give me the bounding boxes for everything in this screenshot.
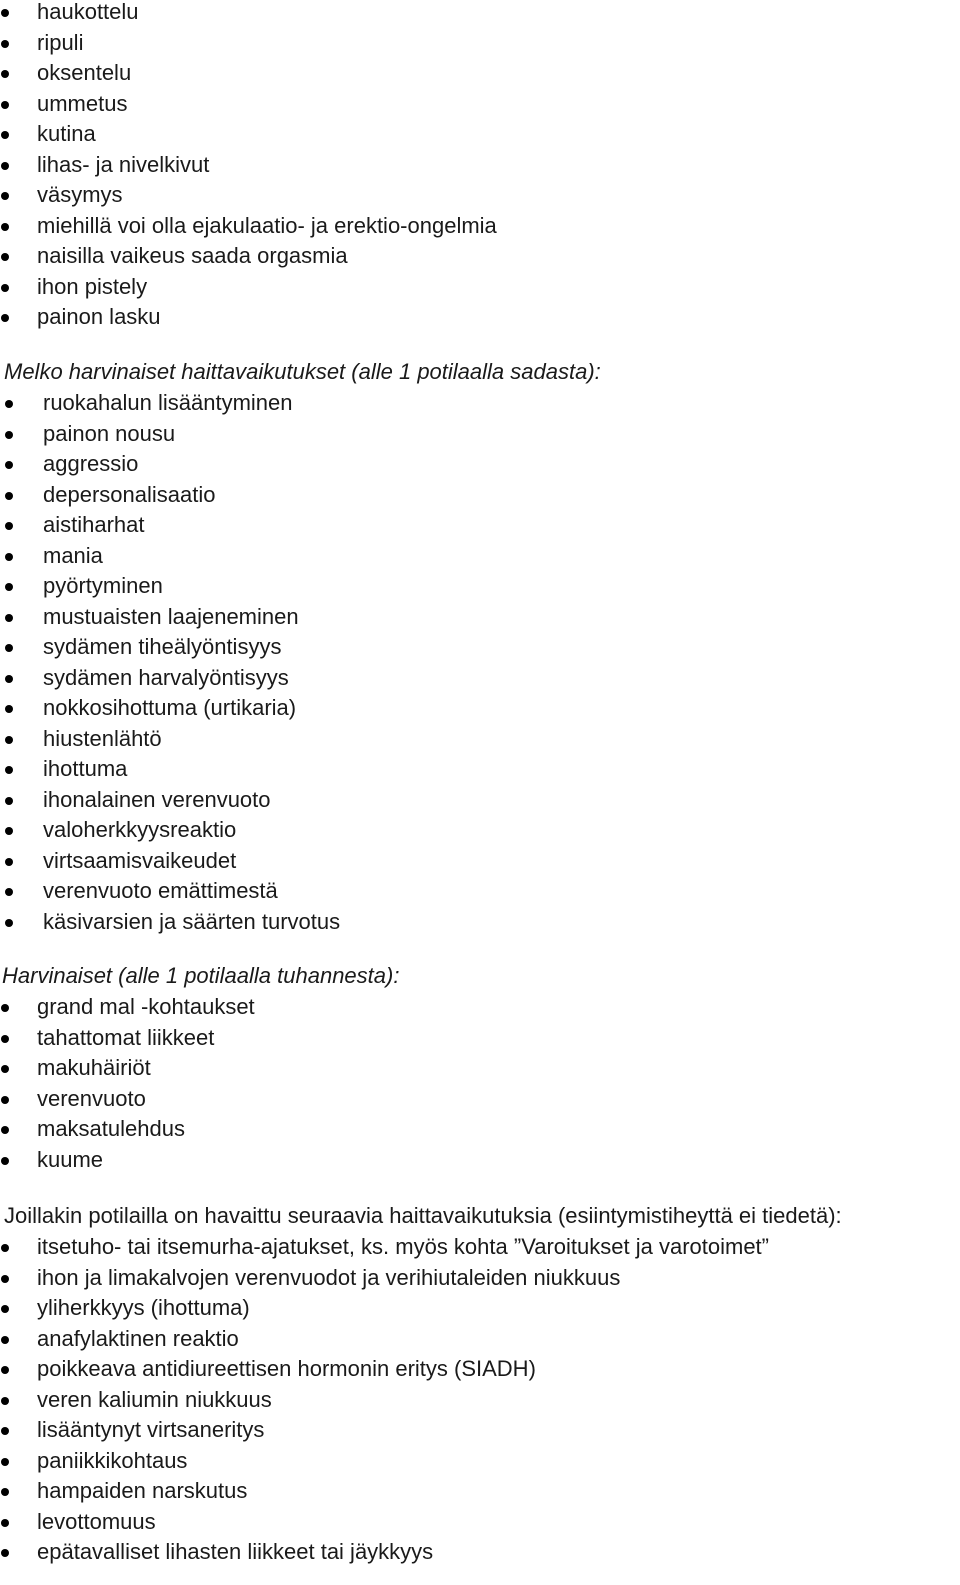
bullet-icon: [1, 1336, 9, 1344]
list-item-text: hampaiden narskutus: [37, 1478, 248, 1503]
list-item-text: ihonalainen verenvuoto: [43, 786, 271, 812]
bullet-icon: [1, 1305, 9, 1313]
list-item-text: painon lasku: [37, 304, 161, 329]
bullet-icon: [1, 1004, 9, 1012]
list-item-text: käsivarsien ja säärten turvotus: [43, 908, 341, 934]
bullet-icon: [1, 1126, 9, 1134]
list-item: [0, 992, 255, 1023]
bullet-icon: [1, 1397, 9, 1405]
list-item: [0, 1507, 769, 1538]
list-item-text: levottomuus: [37, 1508, 156, 1534]
bullet-icon: [1, 284, 9, 292]
list-item: [0, 388, 340, 419]
bullet-icon: [1, 1366, 9, 1374]
list-item-text: väsymys: [37, 182, 123, 207]
list-item-text: yliherkkyys (ihottuma): [37, 1295, 250, 1320]
bullet-icon: [5, 736, 13, 744]
list-item-text: kuume: [37, 1146, 104, 1172]
list-item-text: painon nousu: [43, 420, 176, 446]
list-item-text: lihas- ja nivelkivut: [37, 151, 210, 177]
list-item-text: verenvuoto: [37, 1085, 146, 1111]
list-item-text: verenvuoto emättimestä: [43, 878, 278, 903]
list-item-text: tahattomat liikkeet: [37, 1024, 215, 1050]
list-item: [0, 1114, 255, 1145]
bullet-icon: [1, 162, 9, 170]
list-item-text: ripuli: [37, 29, 84, 55]
bullet-icon: [5, 522, 13, 530]
bullet-icon: [5, 431, 13, 439]
list-item: [0, 419, 340, 450]
list-item: [0, 907, 340, 938]
list-item: [0, 241, 497, 272]
list-item-text: hiustenlähtö: [43, 725, 162, 751]
list-item-text: oksentelu: [37, 60, 132, 85]
list-item: [0, 1084, 255, 1115]
bullet-icon: [1, 314, 9, 322]
bullet-icon: [1, 1549, 9, 1557]
side-effects-list-rare: [0, 992, 255, 1175]
bullet-icon: [5, 827, 13, 835]
list-item-text: ihon pistely: [37, 273, 148, 299]
bullet-icon: [1, 70, 9, 78]
list-item: [0, 272, 497, 303]
bullet-icon: [5, 888, 13, 896]
list-item-text: ummetus: [37, 90, 128, 116]
list-item: [0, 480, 340, 511]
list-item: [0, 541, 340, 572]
list-item-text: sydämen harvalyöntisyys: [43, 664, 289, 690]
list-item-text: miehillä voi olla ejakulaatio- ja erektio-ongelmia: [37, 212, 497, 238]
bullet-icon: [1, 9, 9, 17]
list-item-text: ruokahalun lisääntyminen: [43, 390, 293, 415]
list-item: [0, 724, 340, 755]
side-effects-list-uncommon: [0, 388, 340, 937]
list-item-text: mania: [43, 542, 103, 568]
bullet-icon: [5, 400, 13, 408]
list-item: [0, 785, 340, 816]
list-item-text: ihottuma: [43, 756, 128, 781]
list-item-text: anafylaktinen reaktio: [37, 1325, 239, 1351]
bullet-icon: [5, 492, 13, 500]
side-effects-list-common: [0, 0, 497, 333]
bullet-icon: [1, 40, 9, 48]
bullet-icon: [1, 131, 9, 139]
bullet-icon: [5, 614, 13, 622]
list-item-text: lisääntynyt virtsaneritys: [37, 1417, 265, 1442]
bullet-icon: [1, 253, 9, 261]
list-item: [0, 449, 340, 480]
list-item: [0, 1145, 255, 1176]
list-item-text: virtsaamisvaikeudet: [43, 847, 237, 873]
bullet-icon: [5, 766, 13, 774]
list-item: [0, 1476, 769, 1507]
bullet-icon: [5, 644, 13, 652]
bullet-icon: [1, 1427, 9, 1435]
bullet-icon: [1, 1488, 9, 1496]
section-heading-rare: Harvinaiset (alle 1 potilaalla tuhannesta):: [2, 963, 400, 988]
bullet-icon: [1, 223, 9, 231]
list-item: [0, 28, 497, 59]
bullet-icon: [5, 797, 13, 805]
list-item: [0, 1446, 769, 1477]
list-item: [0, 1263, 769, 1294]
list-item: [0, 119, 497, 150]
list-item-text: pyörtyminen: [43, 573, 163, 598]
list-item-text: makuhäiriöt: [37, 1055, 151, 1080]
list-item: [0, 1232, 769, 1263]
list-item: [0, 571, 340, 602]
list-item: [0, 1415, 769, 1446]
list-item-text: aggressio: [43, 451, 139, 476]
bullet-icon: [1, 1519, 9, 1527]
bullet-icon: [5, 675, 13, 683]
side-effects-list-unknown-frequency: [0, 1232, 769, 1568]
section-heading-uncommon: Melko harvinaiset haittavaikutukset (alle 1 potilaalla sadasta):: [4, 359, 601, 384]
bullet-icon: [1, 1096, 9, 1104]
list-item: [0, 754, 340, 785]
bullet-icon: [5, 583, 13, 591]
bullet-icon: [1, 1458, 9, 1466]
list-item-text: mustuaisten laajeneminen: [43, 603, 299, 629]
bullet-icon: [1, 101, 9, 109]
bullet-icon: [5, 461, 13, 469]
bullet-icon: [1, 192, 9, 200]
list-item: [0, 150, 497, 181]
bullet-icon: [1, 1275, 9, 1283]
list-item: [0, 876, 340, 907]
list-item: [0, 0, 497, 28]
list-item-text: maksatulehdus: [37, 1116, 185, 1141]
list-item-text: itsetuho- tai itsemurha-ajatukset, ks. myös kohta ”Varoitukset ja varotoimet”: [37, 1234, 769, 1259]
list-item: [0, 211, 497, 242]
list-item: [0, 1053, 255, 1084]
list-item: [0, 1324, 769, 1355]
bullet-icon: [5, 553, 13, 561]
bullet-icon: [5, 705, 13, 713]
list-item: [0, 815, 340, 846]
list-item: [0, 1537, 769, 1568]
list-item-text: poikkeava antidiureettisen hormonin eritys (SIADH): [37, 1356, 536, 1381]
section-heading-unknown-frequency: Joillakin potilailla on havaittu seuraavia haittavaikutuksia (esiintymistiheyttä ei tiedetä):: [4, 1203, 842, 1228]
list-item: [0, 602, 340, 633]
list-item: [0, 632, 340, 663]
bullet-icon: [1, 1157, 9, 1165]
list-item: [0, 1293, 769, 1324]
list-item: [0, 180, 497, 211]
list-item: [0, 663, 340, 694]
bullet-icon: [1, 1244, 9, 1252]
list-item-text: valoherkkyysreaktio: [43, 817, 237, 842]
list-item: [0, 302, 497, 333]
list-item-text: paniikkikohtaus: [37, 1447, 188, 1473]
list-item-text: sydämen tiheälyöntisyys: [43, 634, 282, 659]
bullet-icon: [5, 919, 13, 927]
list-item: [0, 1354, 769, 1385]
list-item: [0, 58, 497, 89]
bullet-icon: [5, 858, 13, 866]
list-item: [0, 693, 340, 724]
list-item: [0, 89, 497, 120]
list-item-text: ihon ja limakalvojen verenvuodot ja verihiutaleiden niukkuus: [37, 1264, 621, 1290]
list-item-text: grand mal -kohtaukset: [37, 994, 255, 1019]
list-item: [0, 1385, 769, 1416]
bullet-icon: [1, 1065, 9, 1073]
list-item-text: nokkosihottuma (urtikaria): [43, 695, 297, 720]
list-item-text: haukottelu: [37, 0, 139, 24]
list-item: [0, 846, 340, 877]
bullet-icon: [1, 1035, 9, 1043]
list-item-text: kutina: [37, 121, 96, 146]
list-item: [0, 510, 340, 541]
list-item-text: epätavalliset lihasten liikkeet tai jäykkyys: [37, 1539, 434, 1564]
list-item: [0, 1023, 255, 1054]
list-item-text: aistiharhat: [43, 512, 145, 537]
list-item-text: depersonalisaatio: [43, 481, 216, 507]
list-item-text: veren kaliumin niukkuus: [37, 1386, 272, 1412]
list-item-text: naisilla vaikeus saada orgasmia: [37, 243, 348, 268]
